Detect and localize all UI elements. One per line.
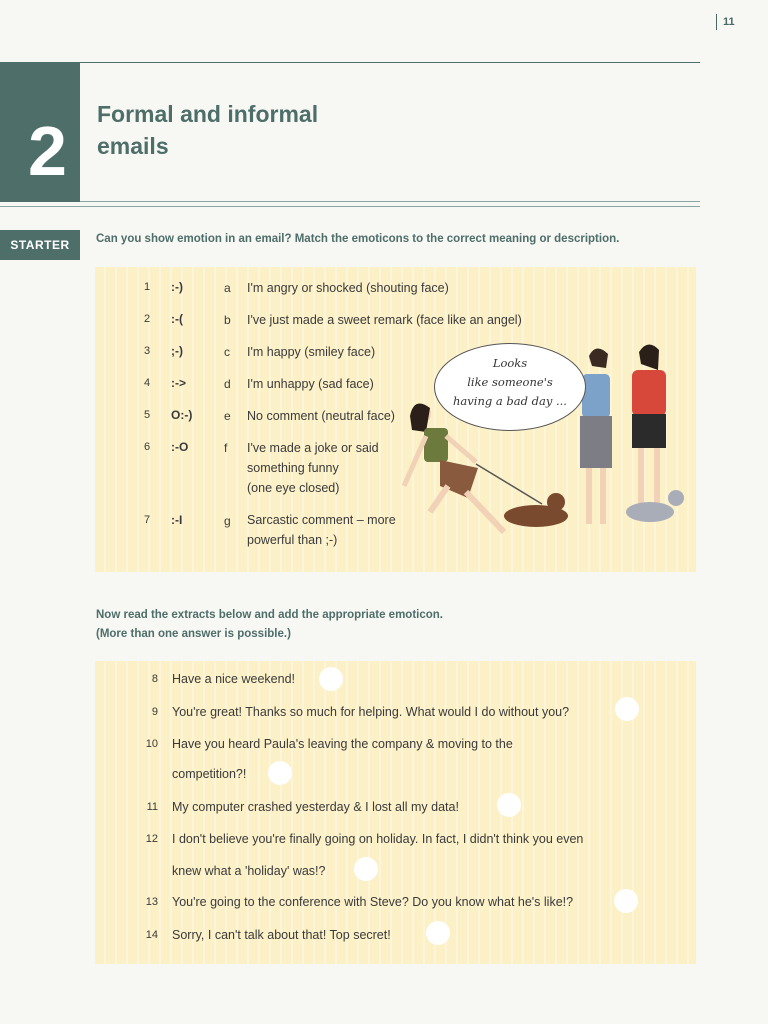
meaning-line: (one eye closed) (247, 481, 340, 495)
meaning-line: powerful than ;-) (247, 533, 338, 547)
meaning-text (247, 438, 407, 498)
extract-text: My computer crashed yesterday & I lost all my data! (172, 800, 459, 814)
meaning-letter: f (224, 441, 228, 455)
emoticon-symbol: :-I (171, 513, 183, 527)
meaning-text: No comment (neutral face) (247, 409, 395, 423)
meaning-letter: c (224, 345, 230, 359)
emoticon-number: 1 (144, 281, 151, 293)
extract-number: 9 (151, 706, 158, 718)
starter-instruction: Can you show emotion in an email? Match the emoticons to the correct meaning or description. (96, 233, 620, 245)
title-divider (80, 201, 700, 202)
extract-text: competition?! (172, 767, 247, 781)
answer-blank[interactable] (319, 667, 343, 691)
emoticon-number: 5 (144, 409, 151, 421)
answer-blank[interactable] (354, 857, 378, 881)
cat (626, 502, 674, 522)
extracts-instruction-line1: Now read the extracts below and add the appropriate emoticon. (96, 609, 443, 621)
meaning-letter: e (224, 409, 231, 423)
emoticon-symbol: ;-) (171, 344, 183, 358)
top-rule (80, 62, 700, 63)
emoticon-symbol: :-( (171, 312, 183, 326)
unit-title (97, 98, 397, 162)
emoticon-number: 4 (144, 377, 151, 389)
unit-number-block (0, 62, 80, 202)
answer-blank[interactable] (268, 761, 292, 785)
answer-blank[interactable] (497, 793, 521, 817)
unit-title-line1: Formal and informal (97, 101, 319, 127)
dog-leash (476, 464, 542, 504)
meaning-text: I've just made a sweet remark (face like an angel) (247, 313, 522, 327)
emoticon-number: 2 (144, 313, 151, 325)
woman-top (632, 370, 666, 416)
speech-bubble (434, 343, 586, 431)
meaning-letter: b (224, 313, 231, 327)
emoticon-number: 3 (144, 345, 151, 357)
page-number: 11 (716, 14, 735, 30)
extract-text: You're great! Thanks so much for helping. What would I do without you? (172, 705, 570, 719)
extract-number: 12 (145, 833, 158, 845)
extract-number: 10 (145, 738, 158, 750)
meaning-line: I've made a joke or said (247, 441, 379, 455)
extracts-instruction-line2: (More than one answer is possible.) (96, 628, 291, 640)
meaning-text: I'm happy (smiley face) (247, 345, 376, 359)
extract-number: 14 (145, 929, 158, 941)
woman-top (582, 374, 610, 418)
meaning-letter: d (224, 377, 231, 391)
extract-number: 13 (145, 896, 158, 908)
speech-line: having a bad day ... (453, 394, 567, 408)
meaning-letter: a (224, 281, 231, 295)
extract-text: Have a nice weekend! (172, 672, 295, 686)
speech-line: like someone's (467, 375, 553, 389)
starter-tab: STARTER (0, 230, 80, 260)
emoticon-symbol: :-) (171, 280, 183, 294)
meaning-text: I'm unhappy (sad face) (247, 377, 374, 391)
emoticon-symbol: :-> (171, 376, 186, 390)
starter-divider (0, 206, 700, 207)
meaning-letter: g (224, 514, 231, 528)
extract-number: 8 (151, 673, 158, 685)
woman-skirt (632, 414, 666, 448)
unit-title-line2: emails (97, 133, 169, 159)
extract-text: knew what a 'holiday' was!? (172, 864, 326, 878)
emoticon-number: 7 (144, 514, 151, 526)
extract-text: You're going to the conference with Steve? Do you know what he's like!? (172, 895, 574, 909)
unit-number: 2 (28, 112, 67, 190)
meaning-line: Sarcastic comment – more (247, 513, 396, 527)
emoticon-number: 6 (144, 441, 151, 453)
answer-blank[interactable] (615, 697, 639, 721)
answer-blank[interactable] (614, 889, 638, 913)
woman-top (424, 428, 448, 462)
meaning-text: I'm angry or shocked (shouting face) (247, 281, 449, 295)
meaning-text (247, 510, 407, 550)
emoticon-symbol: :-O (171, 440, 189, 454)
emoticon-symbol: O:-) (171, 408, 193, 422)
woman-skirt (580, 416, 612, 468)
answer-blank[interactable] (426, 921, 450, 945)
extract-text: Have you heard Paula's leaving the company & moving to the (172, 737, 513, 751)
extract-number: 11 (146, 801, 158, 813)
speech-line: Looks (492, 356, 528, 370)
extract-text: Sorry, I can't talk about that! Top secret! (172, 928, 391, 942)
extract-text: I don't believe you're finally going on holiday. In fact, I didn't think you even (172, 832, 584, 846)
meaning-line: something funny (247, 461, 339, 475)
